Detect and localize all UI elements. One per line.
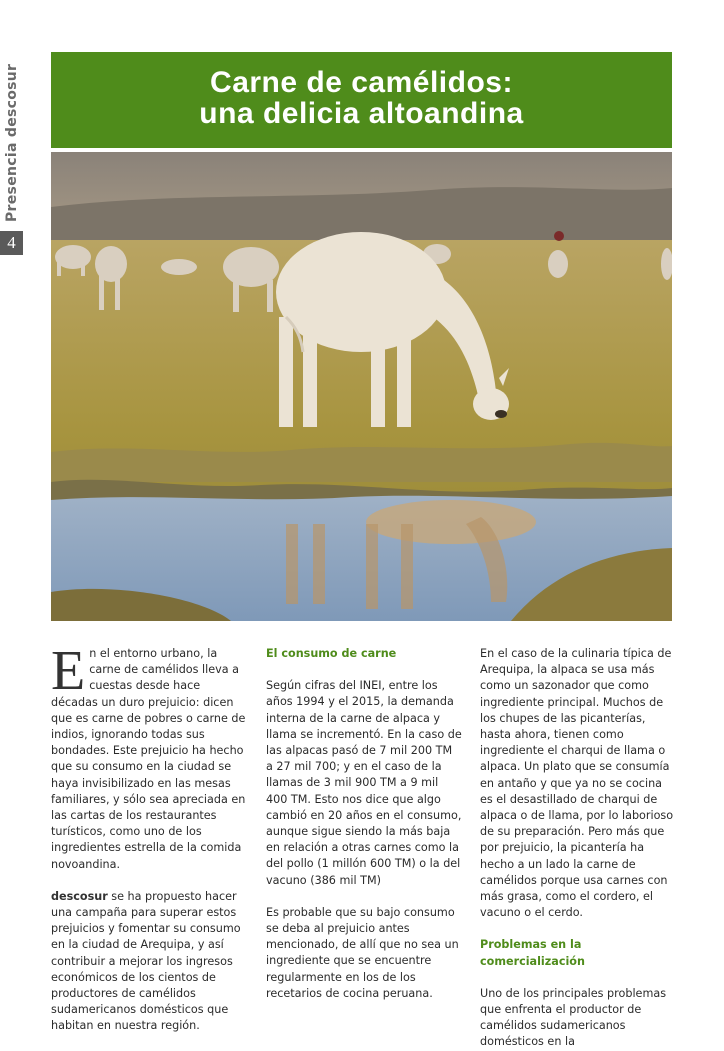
column-3 [480,646,676,1051]
intro-paragraph [51,640,247,873]
alpaca-photo-icon [51,152,672,621]
intro-text: n el entorno urbano, la carne de camélidos lleva a cuestas desde hace décadas un duro prejuicio: dicen que es carne de pobres o carne de indios, ignorando todas sus bondades. Este prejuicio ha hecho que su consumo en la ciudad se haya invisibilizado en las mesas familiares, y sólo sea apreciada en las cartas de los restaurantes turísticos, como uno de los ingredientes estrella de la comida novoandina. [51,647,246,871]
page-title [51,52,672,129]
section-heading-comercializacion: Problemas en la comercialización [480,938,585,968]
column-1 [51,640,247,1035]
campaign-text: se ha propuesto hacer una campaña para superar estos prejuicios y fomentar su consumo en la ciudad de Arequipa, y así contribuir a mejorar los ingresos económicos de los cientos de productores de camélidos sudamericanos domésticos que habitan en nuestra región. [51,889,241,1033]
consumo-paragraph: Según cifras del INEI, entre los años 1994 y el 2015, la demanda interna de la carne de alpaca y llama se incrementó. En la caso de las alpacas pasó de 7 mil 200 TM a 27 mil 700; y en el caso de la llamas de 3 mil 900 TM a 9 mil 400 TM. Esto nos dice que algo cambió en 20 años en el consumo, aunque sigue siendo la más baja en relación a otras carnes como la del pollo (1 millón 600 TM) o la del vacuno (386 mil TM) [266,679,462,887]
title-line-1: Carne de camélidos: [210,66,513,99]
page-number: 4 [0,231,23,255]
section-label [4,62,26,222]
drop-cap: E [51,640,86,702]
title-banner [51,52,672,148]
title-line-2: una delicia altoandina [199,97,524,130]
brand-name: descosur [51,889,108,903]
culinaria-paragraph: En el caso de la culinaria típica de Arequipa, la alpaca se usa más como un sazonador que como ingrediente principal. Muchos de los chupes de las picanterías, hasta ahora, tienen como ingrediente el charqui de llama o alpaca. Un plato que se consumía en antaño y que ya no se cocina es el desastillado de charqui de alpaca o de llama, por lo laborioso de su preparación. Pero más que por prejuicio, la picantería ha hecho a un lado la carne de camélidos porque usa carnes con más grasa, como el cordero, el vacuno o el cerdo. [480,647,674,920]
campaign-paragraph [51,889,247,1035]
alpaca-photo [51,152,672,621]
section-heading-consumo: El consumo de carne [266,647,397,660]
prejuicio-paragraph: Es probable que su bajo consumo se deba al prejuicio antes mencionado, de allí que no sea un ingrediente que se encuentre regularmente en los de los recetarios de cocina peruana. [266,905,459,1000]
problemas-paragraph: Uno de los principales problemas que enfrenta el productor de camélidos sudamericanos domésticos en la [480,986,667,1049]
column-2 [266,646,462,1002]
section-label-text: Presencia descosur [4,63,20,222]
